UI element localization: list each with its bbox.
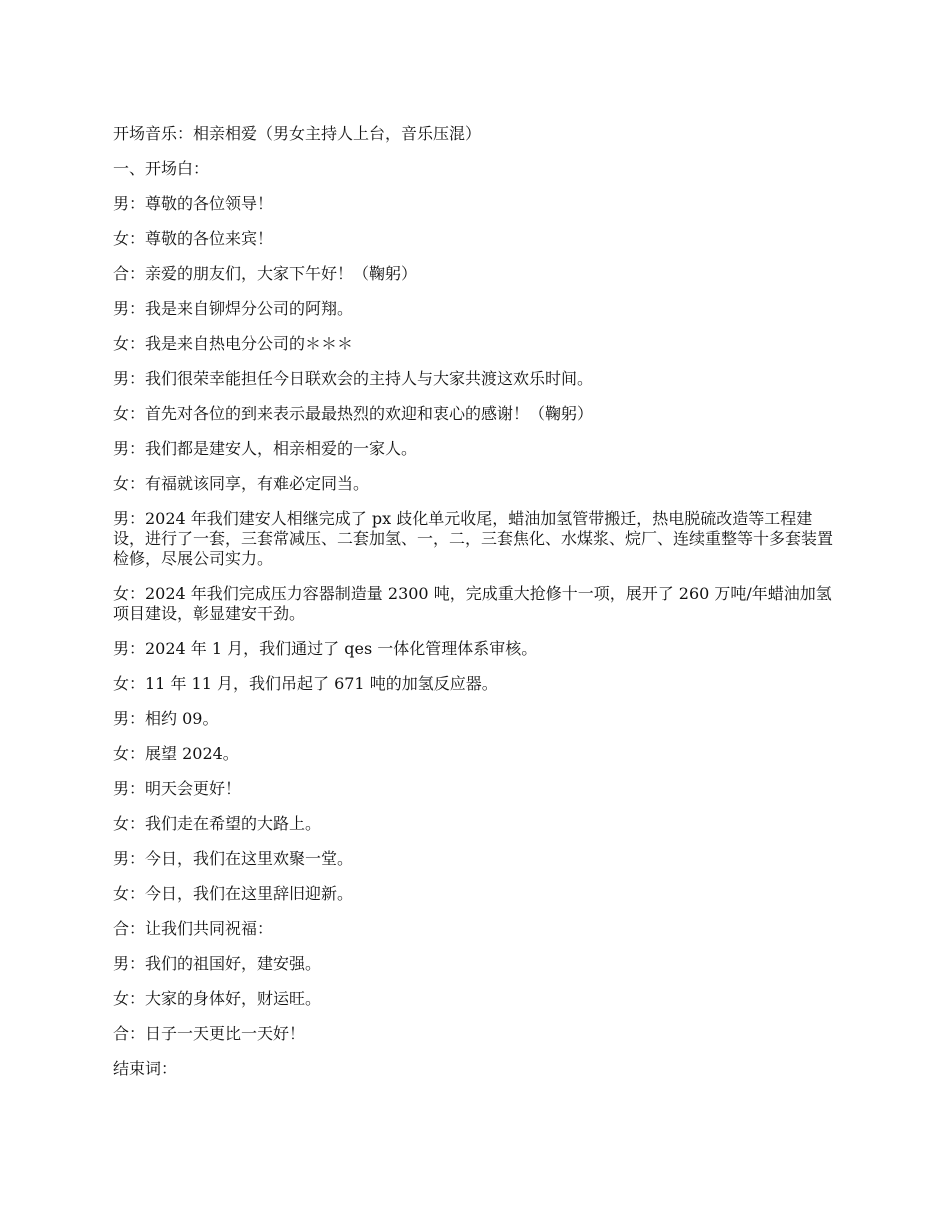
- paragraph-line: 男：今日，我们在这里欢聚一堂。: [113, 849, 354, 868]
- paragraph-line: 女：大家的身体好，财运旺。: [113, 989, 322, 1008]
- paragraph-line: 男：明天会更好！: [113, 779, 242, 798]
- paragraph-line: 女：尊敬的各位来宾！: [113, 229, 274, 248]
- paragraph-line: 女：我们走在希望的大路上。: [113, 814, 322, 833]
- paragraph-line: 合：让我们共同祝福：: [113, 919, 274, 938]
- paragraph-section-opening: 一、开场白：: [113, 159, 210, 178]
- paragraph-line: 男：2024 年我们建安人相继完成了 px 歧化单元收尾，蜡油加氢管带搬迁，热电脱硫改造等工程建设，进行了一套，三套常减压、二套加氢、一，二，三套焦化、水煤浆、烷厂、连续重整等十多套装置检修，尽展公司实力。: [113, 509, 834, 568]
- paragraph-line: 男：我是来自铆焊分公司的阿翔。: [113, 299, 354, 318]
- paragraph-line: 男：我们的祖国好，建安强。: [113, 954, 322, 973]
- paragraph-line: 女：首先对各位的到来表示最最热烈的欢迎和衷心的感谢！（鞠躬）: [113, 404, 594, 423]
- paragraph-line: 女：2024 年我们完成压力容器制造量 2300 吨，完成重大抢修十一项，展开了 260 万吨/年蜡油加氢项目建设，彰显建安干劲。: [113, 584, 832, 623]
- paragraph-line: 女：11 年 11 月，我们吊起了 671 吨的加氢反应器。: [113, 674, 498, 693]
- document-body: [113, 124, 840, 1094]
- paragraph-opening-music: 开场音乐：相亲相爱（男女主持人上台，音乐压混）: [113, 124, 482, 143]
- paragraph-line: 合：日子一天更比一天好！: [113, 1024, 306, 1043]
- paragraph-line: 女：展望 2024。: [113, 744, 239, 763]
- paragraph-line: 男：相约 09。: [113, 709, 219, 728]
- paragraph-line: 女：今日，我们在这里辞旧迎新。: [113, 884, 354, 903]
- paragraph-line: 合：亲爱的朋友们，大家下午好！（鞠躬）: [113, 264, 418, 283]
- paragraph-line: 女：我是来自热电分公司的＊＊＊: [113, 334, 354, 353]
- paragraph-line: 男：我们都是建安人，相亲相爱的一家人。: [113, 439, 418, 458]
- paragraph-line: 男：尊敬的各位领导！: [113, 194, 274, 213]
- paragraph-line: 男：我们很荣幸能担任今日联欢会的主持人与大家共渡这欢乐时间。: [113, 369, 594, 388]
- paragraph-line: 男：2024 年 1 月，我们通过了 qes 一体化管理体系审核。: [113, 639, 538, 658]
- paragraph-closing-heading: 结束词：: [113, 1059, 178, 1078]
- paragraph-line: 女：有福就该同享，有难必定同当。: [113, 474, 370, 493]
